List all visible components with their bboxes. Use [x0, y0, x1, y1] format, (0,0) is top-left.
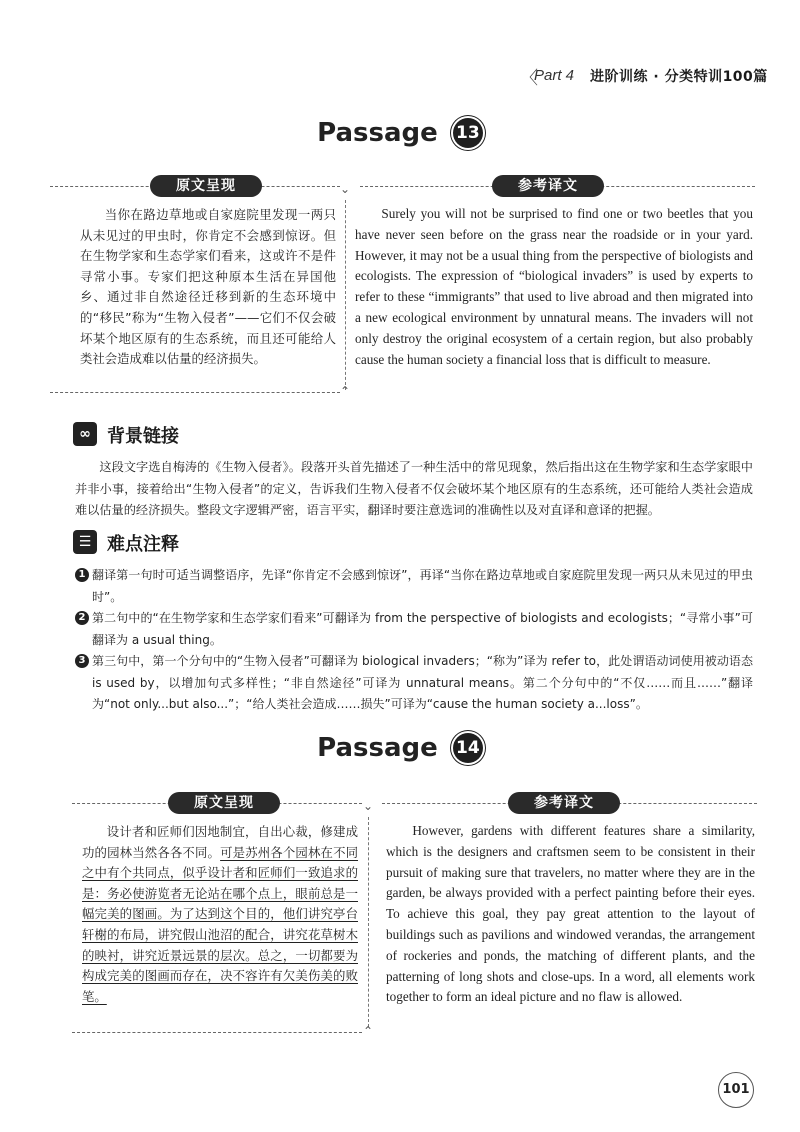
divider-bottom-left — [72, 1032, 362, 1033]
bracket-icon: 〈 — [520, 68, 538, 89]
translation-tab: 参考译文 — [508, 792, 620, 814]
link-icon: ∞ — [73, 422, 97, 446]
note-number: 1 — [75, 568, 89, 582]
note-text: 第二句中的“在生物学家和生态学家们看来”可翻译为 from the perspective of biologists and ecologists；“寻常小事”可翻译为 a usual thing。 — [92, 611, 753, 647]
chevron-down-icon: ⌄ — [340, 182, 351, 196]
divider-bottom-left — [50, 392, 340, 393]
chevron-down-icon: ⌄ — [363, 799, 374, 813]
note-number: 2 — [75, 611, 89, 625]
original-text-paragraph — [82, 822, 358, 1007]
passage-title-text: Passage — [317, 118, 438, 148]
book-section-title: 进阶训练 · 分类特训100篇 — [590, 69, 768, 85]
column-divider — [368, 817, 369, 1027]
passage-number-badge: 14 — [453, 733, 483, 763]
note-number: 3 — [75, 654, 89, 668]
note-text: 第三句中，第一个分句中的“生物入侵者”可翻译为 biological invaders；“称为”译为 refer to，此处谓语动词使用被动语态is used by，以增加句式多样性；“非自然途径”可译为 unnatural means。第二个分句中的“不仅……而且……”翻译为“not only...but also...”；“给人类社会造成……损失”可译为“cause the human society a...loss”。 — [92, 654, 753, 711]
original-text-tab: 原文呈现 — [150, 175, 262, 197]
chevron-up-icon: ⌃ — [340, 384, 351, 398]
page-number: 101 — [718, 1072, 754, 1108]
passage-title-text: Passage — [317, 733, 438, 763]
passage-14-title — [0, 733, 800, 763]
list-icon: ☰ — [73, 530, 97, 554]
original-text-paragraph: 当你在路边草地或自家庭院里发现一两只从未见过的甲虫时，你肯定不会感到惊讶。但在生物学家和生态学家们看来，这或许不是件寻常小事。专家们把这种原本生活在异国他乡、通过非自然途径迁移到新的生态环境中的“移民”称为“生物入侵者”——它们不仅会破坏某个地区原有的生态系统，而且还可能给人类社会造成难以估量的经济损失。 — [80, 207, 336, 367]
part-label: Part 4 — [534, 67, 575, 84]
note-item — [75, 651, 753, 716]
passage-number-badge: 13 — [453, 118, 483, 148]
translation-tab: 参考译文 — [492, 175, 604, 197]
section-label: 难点注释 — [107, 534, 179, 555]
note-text: 翻译第一句时可适当调整语序，先译“你肯定不会感到惊讶”，再译“当你在路边草地或自家庭院里发现一两只从未见过的甲虫时”。 — [92, 568, 753, 604]
translation-paragraph: Surely you will not be surprised to find one or two beetles that you have never seen before on the grass near the roadside or in your yard. However, it may not be a usual thing from the perspective of biologists and ecologists. The expression of “biological invaders” is used by experts to refer to these “immigrants” that used to live abroad and then migrated into a new ecological environment by unnatural means. The invaders will not only destroy the original ecosystem of a certain region, but also probably cause the human society a financial loss that is difficult to measure. — [355, 206, 753, 367]
section-label: 背景链接 — [107, 426, 179, 447]
chevron-up-icon: ⌃ — [363, 1024, 374, 1038]
passage-13-title — [0, 118, 800, 148]
note-item — [75, 565, 753, 608]
running-head — [520, 60, 770, 90]
original-text-tab: 原文呈现 — [168, 792, 280, 814]
note-item — [75, 608, 753, 651]
original-text-plain: 设计者和匠师们因地制宜，自出心裁，修建成功的园林当然各各不同。 — [82, 824, 358, 860]
original-text-underlined: 可是苏州各个园林在不同之中有个共同点，似乎设计者和匠师们一致追求的是：务必使游览者无论站在哪个点上，眼前总是一幅完美的图画。为了达到这个目的，他们讲究亭台轩榭的布局，讲究假山池沼的配合，讲究花草树木的映衬，讲究近景远景的层次。总之，一切都要为构成完美的图画而存在，决不容许有欠美伤美的败笔。 — [82, 844, 359, 1004]
translation-paragraph: However, gardens with different features share a similarity, which is the designers and craftsmen seem to be consistent in their pursuit of making sure that travelers, no matter where they are in the garden, be always provided with a perfect painting before their eyes. To achieve this goal, they pay great attention to the layout of buildings such as pavilions and windowed verandas, the arrangement of rockeries and ponds, the matching of different plants, and the patterning of long shots and close-ups. In a word, all elements work together to form an ideal picture and no flaw is allowed. — [386, 823, 755, 1005]
column-divider — [345, 200, 346, 390]
background-paragraph: 这段文字选自梅涛的《生物入侵者》。段落开头首先描述了一种生活中的常见现象，然后指出这在生物学家和生态学家眼中并非小事，接着给出“生物入侵者”的定义，告诉我们生物入侵者不仅会破坏某个地区原有的生态系统，还可能给人类社会造成难以估量的经济损失。整段文字逻辑严密，语言平实，翻译时要注意选词的准确性以及对直译和意译的把握。 — [75, 460, 753, 517]
